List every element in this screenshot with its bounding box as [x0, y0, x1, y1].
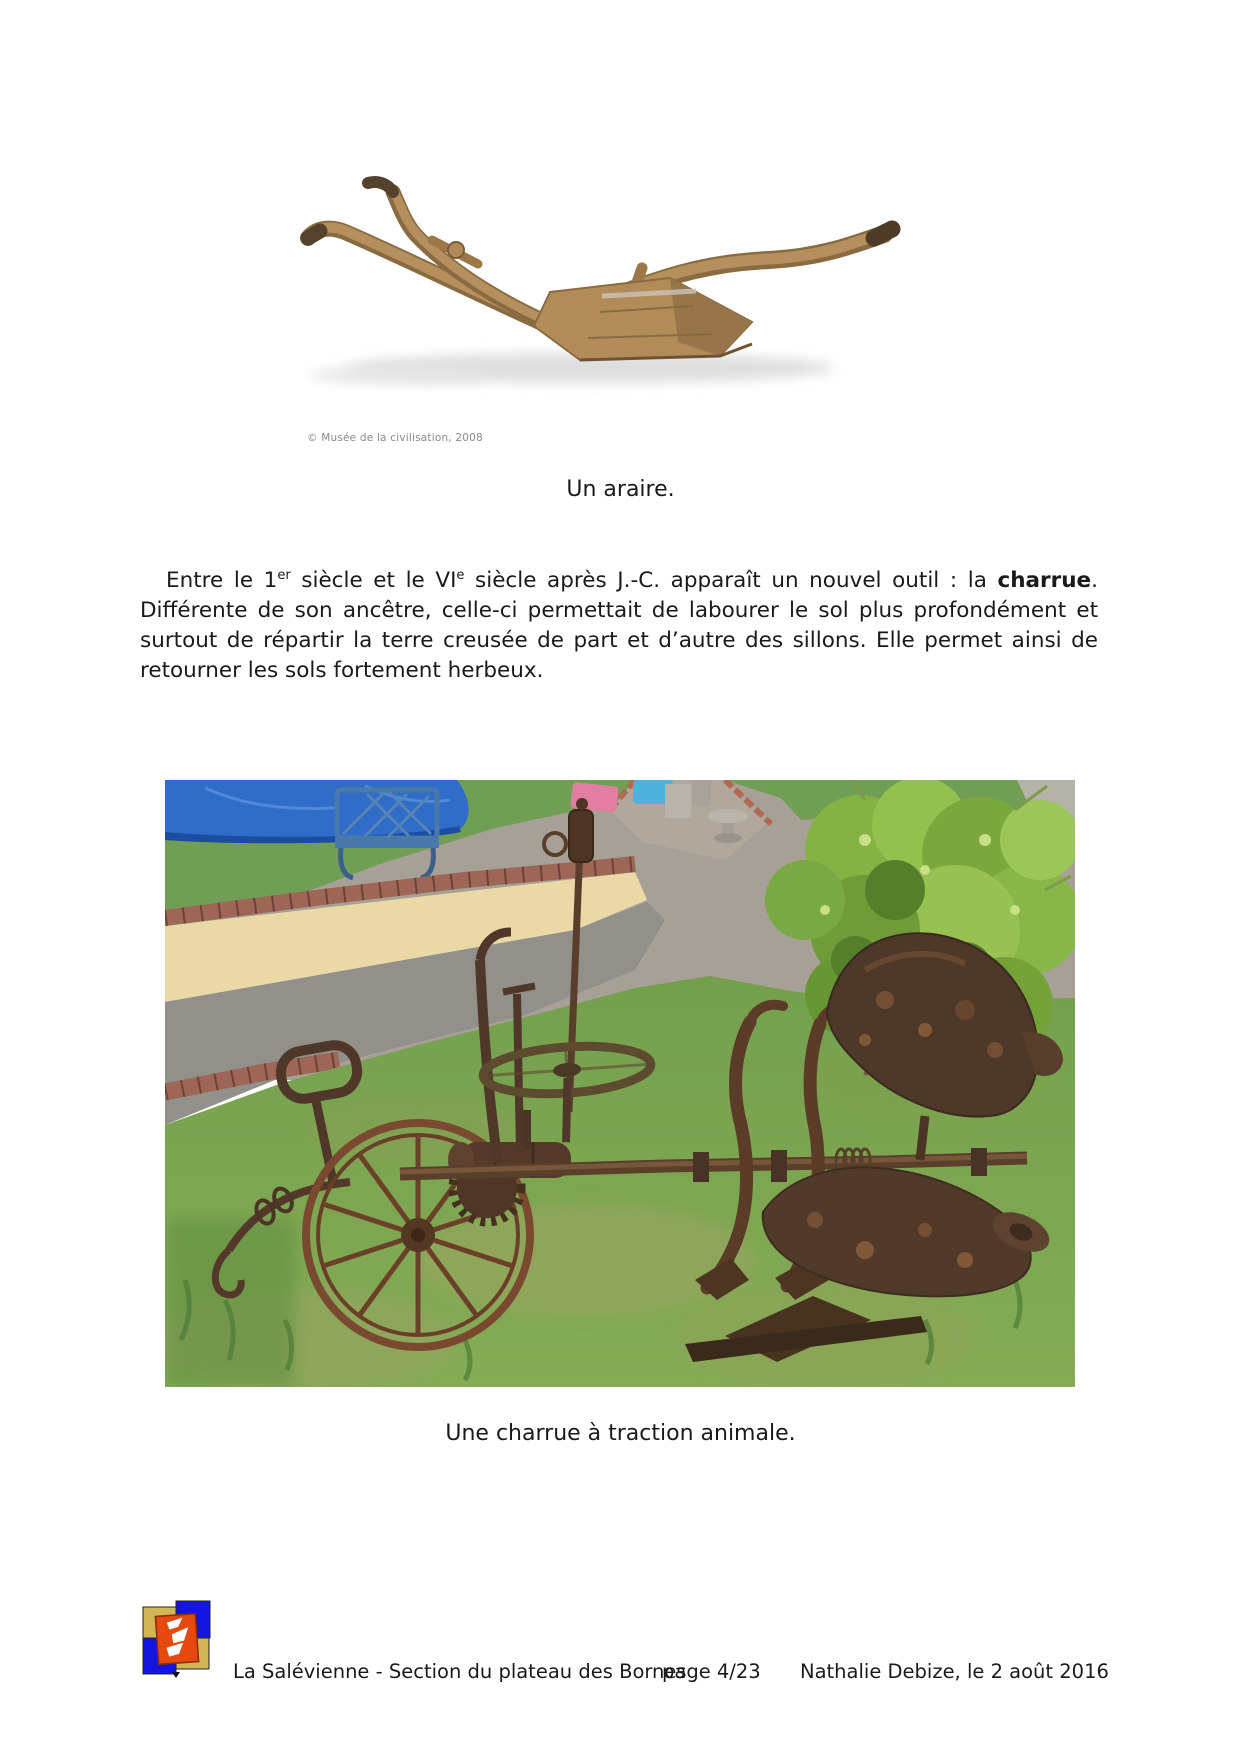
- logo-orange-emblem: [155, 1614, 198, 1665]
- salevienne-logo: [142, 1600, 212, 1678]
- charrue-photo: [165, 780, 1075, 1387]
- araire-drawing: [250, 110, 910, 425]
- caption-charrue: Une charrue à traction animale.: [445, 1421, 796, 1446]
- footer-page-number: page 4/23: [662, 1660, 761, 1683]
- text-run: siècle après J.-C. apparaît un nouvel outil : la: [464, 568, 998, 593]
- footer-organization: La Salévienne - Section du plateau des Bornes: [233, 1660, 687, 1683]
- figure-araire: [250, 110, 910, 425]
- image-credit: © Musée de la civilisation, 2008: [307, 432, 483, 444]
- text-run: siècle et le VI: [290, 568, 457, 593]
- text-run: Entre le 1: [166, 568, 278, 593]
- logo-pointer: [172, 1672, 180, 1678]
- footer-author-date: Nathalie Debize, le 2 août 2016: [800, 1660, 1109, 1683]
- araire-shadow: [310, 353, 835, 384]
- figure-charrue: [165, 780, 1075, 1387]
- caption-araire: Un araire.: [566, 477, 675, 502]
- body-paragraph: [140, 566, 1098, 686]
- superscript-er: er: [277, 567, 291, 583]
- text-run: . Différente de son ancêtre, celle-ci permettait de labourer le sol plus profondément et surtout de répartir la terre creusée de part et d’autre des sillons. Elle permet ainsi de retourner les sols fortement herbeux.: [140, 568, 1098, 683]
- pink-chair: [570, 782, 618, 813]
- bold-charrue: charrue: [997, 568, 1092, 593]
- araire-body: [534, 278, 752, 360]
- superscript-e: e: [456, 567, 465, 583]
- handle-peg: [448, 242, 464, 258]
